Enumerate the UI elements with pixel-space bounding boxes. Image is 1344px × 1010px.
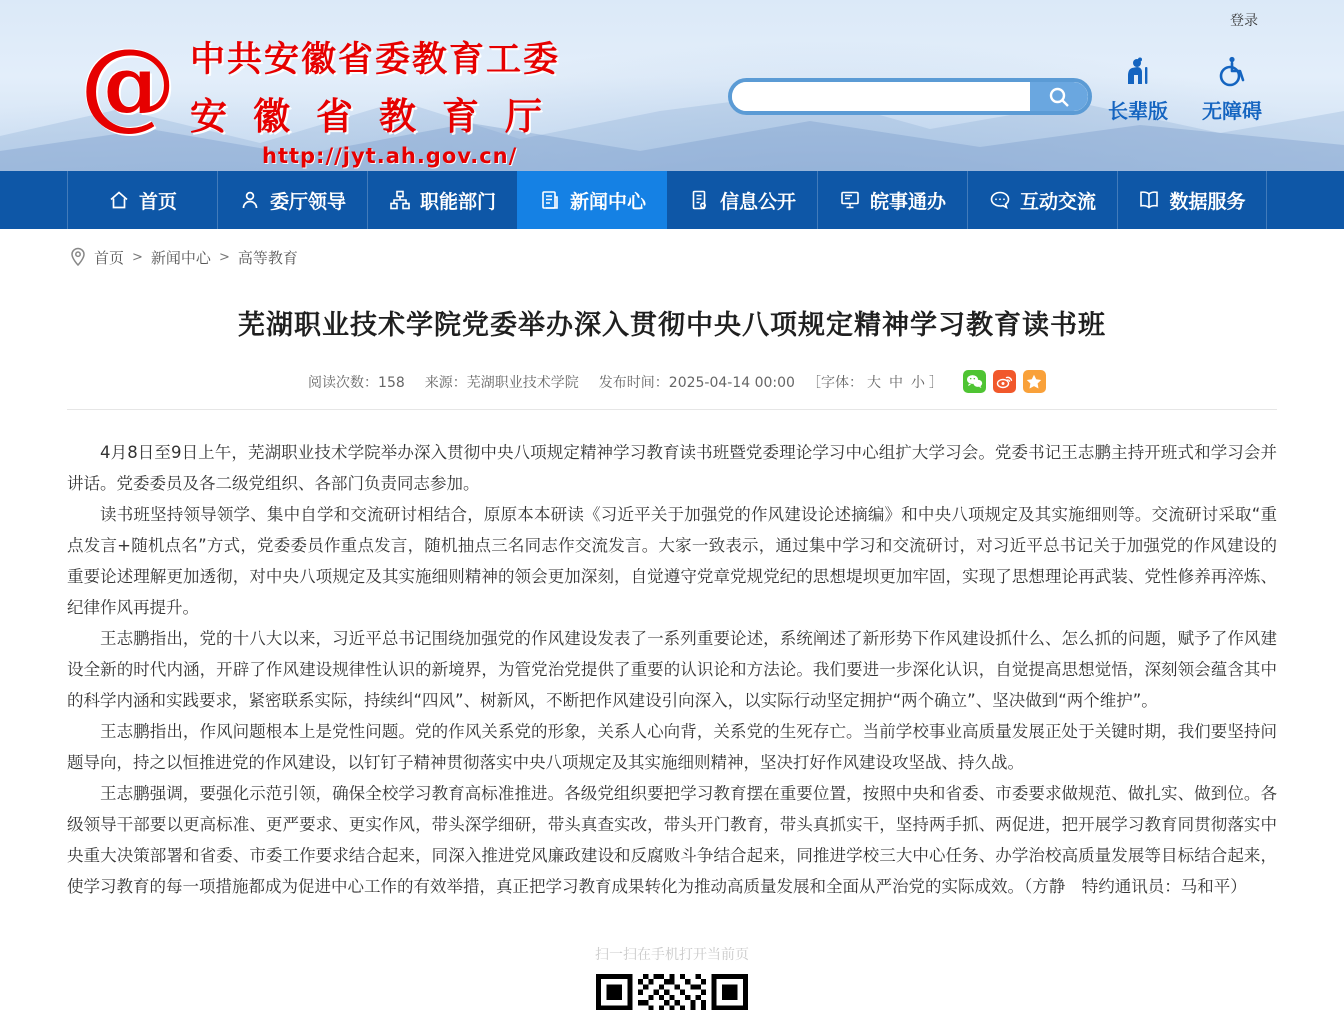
font-size-controls (807, 372, 943, 392)
font-label-end: ］ (928, 374, 943, 391)
login-link[interactable]: 登录 (1230, 13, 1258, 29)
breadcrumb-higher-education[interactable]: 高等教育 (237, 248, 298, 267)
article-source (425, 372, 579, 392)
nav-item-info-disclosure[interactable] (667, 171, 817, 229)
article-paragraph: 4月8日至9日上午，芜湖职业技术学院举办深入贯彻中央八项规定精神学习教育读书班暨党委理论学习中心组扩大学习会。党委书记王志鹏主持开班式和学习会并讲话。党委委员及各二级党组织、各部门负责同志参加。 (67, 443, 1277, 493)
font-label: ［字体： (806, 374, 863, 391)
nav-item-leaders[interactable] (217, 171, 367, 229)
quick-links (1106, 55, 1264, 124)
source-value: 芜湖职业技术学院 (466, 374, 579, 391)
date-value: 2025-04-14 00:00 (668, 374, 795, 391)
share-wechat-button[interactable] (963, 370, 986, 393)
monitor-icon (839, 189, 861, 211)
star-icon (1026, 374, 1042, 390)
breadcrumb-home[interactable]: 首页 (94, 248, 125, 267)
logo-emblem-icon: @ (80, 27, 176, 140)
main-nav (0, 171, 1344, 229)
share-favorite-button[interactable] (1023, 370, 1046, 393)
search-bar (728, 78, 1092, 115)
wheelchair-icon (1215, 55, 1249, 89)
site-header (0, 0, 1344, 171)
accessibility-label: 无障碍 (1202, 99, 1262, 123)
nav-item-departments[interactable] (367, 171, 517, 229)
article-paragraph: 王志鹏指出，党的十八大以来，习近平总书记围绕加强党的作风建设发表了一系列重要论述，系统阐述了新形势下作风建设抓什么、怎么抓的问题，赋予了作风建设全新的时代内涵，开辟了作风建设规律性认识的新境界，为管党治党提供了重要的认识论和方法论。我们要进一步深化认识，自觉提高思想觉悟，深刻领会蕴含其中的科学内涵和实践要求，紧密联系实际，持续纠“四风”、树新风，不断把作风建设引向深入，以实际行动坚定拥护“两个确立”、坚决做到“两个维护”。 (67, 629, 1277, 710)
nav-item-interaction[interactable] (967, 171, 1117, 229)
site-title-line2: 安徽省教育厅 (190, 95, 568, 138)
breadcrumb-separator: > (132, 249, 143, 265)
publish-time (599, 372, 795, 392)
org-chart-icon (389, 189, 411, 211)
chat-bubble-icon (989, 189, 1011, 211)
font-size-large[interactable]: 大 (866, 374, 881, 391)
meta-divider (67, 409, 1277, 410)
document-icon (689, 189, 711, 211)
search-button[interactable] (1030, 82, 1088, 111)
location-pin-icon (70, 247, 86, 267)
breadcrumb-separator: > (218, 249, 230, 265)
article-body (67, 437, 1277, 902)
logo-text (190, 32, 568, 168)
nav-label: 信息公开 (719, 190, 796, 213)
nav-label: 职能部门 (419, 190, 496, 213)
nav-item-data-services[interactable] (1117, 171, 1267, 229)
qr-code-image (596, 974, 748, 1010)
site-title-line1: 中共安徽省委教育工委 (190, 40, 561, 80)
accessibility-link[interactable] (1200, 55, 1264, 124)
site-url: http://jyt.ah.gov.cn/ (262, 144, 518, 168)
elder-person-icon (1121, 55, 1155, 89)
nav-label: 首页 (138, 190, 177, 213)
site-logo[interactable] (80, 27, 568, 168)
share-icons (963, 370, 1046, 393)
views-count (308, 372, 405, 392)
qr-section (67, 944, 1277, 1010)
search-icon (1047, 85, 1071, 109)
views-label: 阅读次数： (308, 374, 379, 391)
weibo-icon (996, 374, 1013, 389)
person-icon (239, 189, 261, 211)
qr-code (596, 974, 748, 1010)
home-icon (108, 189, 130, 211)
share-weibo-button[interactable] (993, 370, 1016, 393)
elder-version-label: 长辈版 (1108, 99, 1168, 123)
views-value: 158 (378, 374, 405, 391)
date-label: 发布时间： (598, 374, 669, 391)
breadcrumb (0, 229, 1344, 285)
article-title: 芜湖职业技术学院党委举办深入贯彻中央八项规定精神学习教育读书班 (238, 310, 1106, 341)
elder-version-link[interactable] (1106, 55, 1170, 124)
nav-label: 互动交流 (1019, 190, 1096, 213)
nav-label: 数据服务 (1169, 190, 1246, 213)
qr-caption: 扫一扫在手机打开当前页 (595, 947, 749, 963)
article-paragraph: 王志鹏强调，要强化示范引领，确保全校学习教育高标准推进。各级党组织要把学习教育摆在重要位置，按照中央和省委、市委要求做规范、做扎实、做到位。各级领导干部要以更高标准、更严要求、更实作风，带头深学细研，带头真查实改，带头开门教育，带头真抓实干，坚持两手抓、两促进，把开展学习教育同贯彻落实中央重大决策部署和省委、市委工作要求结合起来，同深入推进党风廉政建设和反腐败斗争结合起来，同推进学校三大中心任务、办学治校高质量发展等目标结合起来，使学习教育的每一项措施都成为促进中心工作的有效举措，真正把学习教育成果转化为推动高质量发展和全面从严治党的实际成效。（方静 特约通讯员：马和平） (67, 784, 1277, 896)
source-label: 来源： (424, 374, 467, 391)
search-input[interactable] (732, 82, 1030, 111)
nav-item-news[interactable] (517, 171, 667, 229)
font-size-medium[interactable]: 中 (888, 374, 903, 391)
article (67, 303, 1277, 1010)
nav-label: 新闻中心 (569, 190, 646, 213)
news-icon (539, 189, 561, 211)
article-meta (67, 370, 1277, 393)
nav-item-services[interactable] (817, 171, 967, 229)
nav-label: 皖事通办 (869, 190, 946, 213)
nav-item-home[interactable] (67, 171, 217, 229)
breadcrumb-news-center[interactable]: 新闻中心 (150, 248, 211, 267)
wechat-icon (966, 374, 983, 389)
open-book-icon (1138, 189, 1160, 211)
font-size-small[interactable]: 小 (910, 374, 925, 391)
nav-label: 委厅领导 (269, 190, 346, 213)
article-paragraph: 读书班坚持领导领学、集中自学和交流研讨相结合，原原本本研读《习近平关于加强党的作风建设论述摘编》和中央八项规定及其实施细则等。交流研讨采取“重点发言+随机点名”方式，党委委员作重点发言，随机抽点三名同志作交流发言。大家一致表示，通过集中学习和交流研讨，对习近平总书记关于加强党的作风建设的重要论述理解更加透彻，对中央八项规定及其实施细则精神的领会更加深刻，自觉遵守党章党规党纪的思想堤坝更加牢固，实现了思想理论再武装、党性修养再淬炼、纪律作风再提升。 (67, 505, 1277, 617)
article-paragraph: 王志鹏指出，作风问题根本上是党性问题。党的作风关系党的形象，关系人心向背，关系党的生死存亡。当前学校事业高质量发展正处于关键时期，我们要坚持问题导向，持之以恒推进党的作风建设，以钉钉子精神贯彻落实中央八项规定及其实施细则精神，坚决打好作风建设攻坚战、持久战。 (67, 722, 1277, 772)
